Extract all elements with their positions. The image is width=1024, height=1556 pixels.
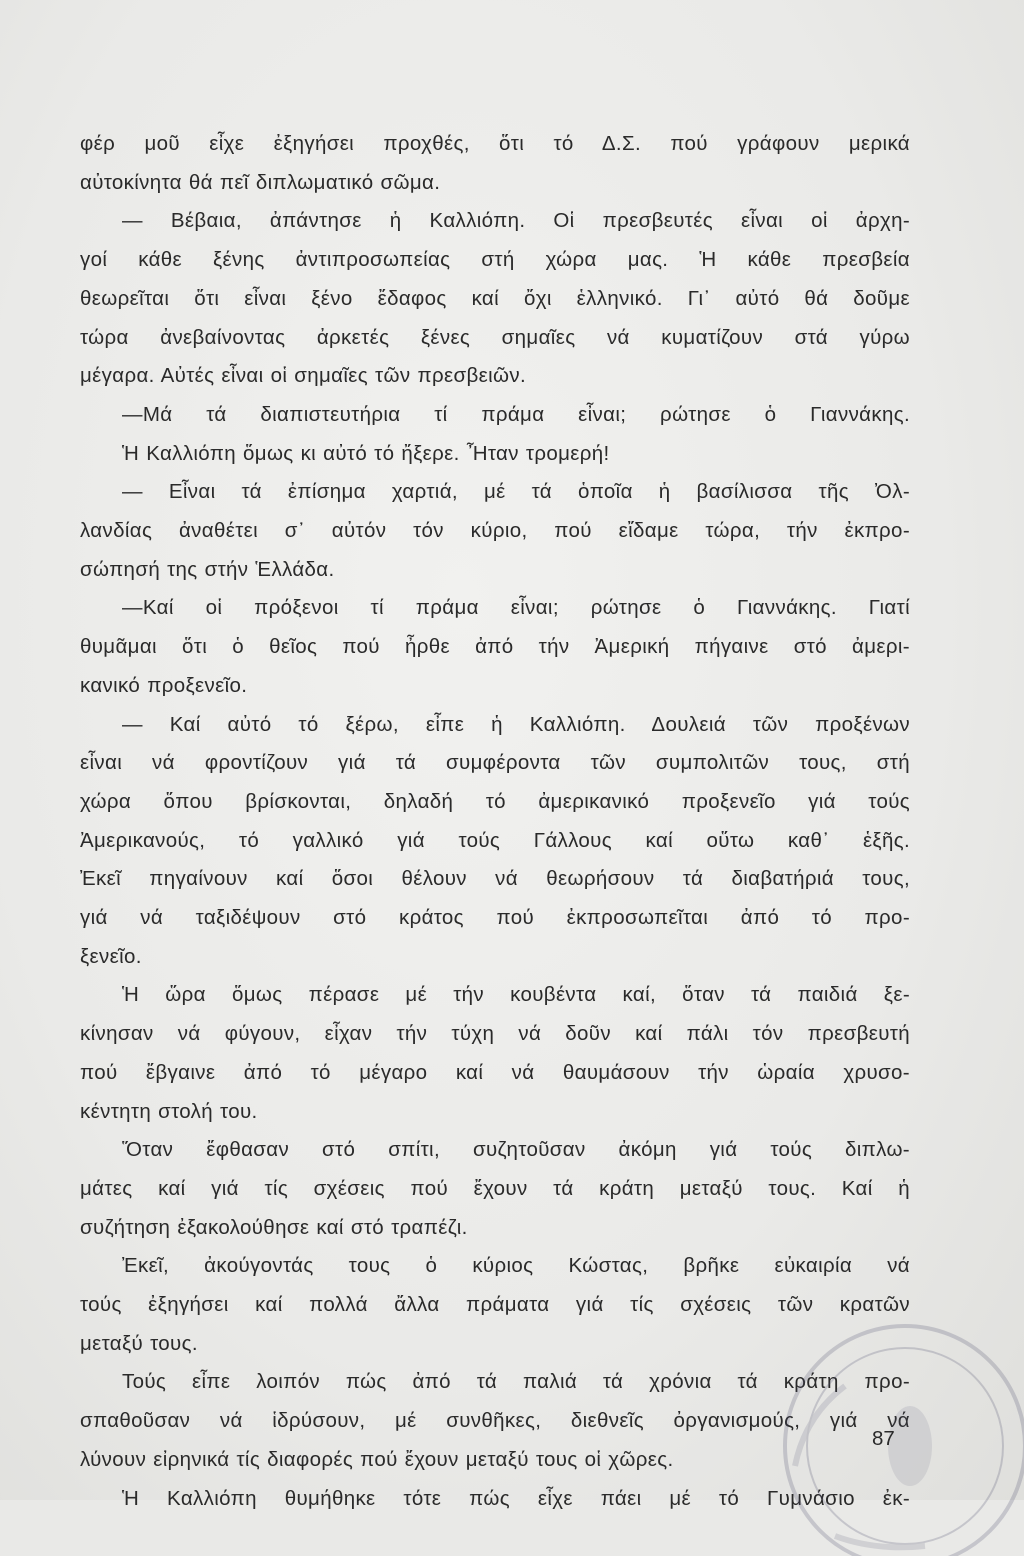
text-line: Ἡ ὥρα ὅμως πέρασε μέ τήν κουβέντα καί, ὅταν τά παιδιά ξε- bbox=[122, 983, 910, 1007]
text-line: συζήτηση ἐξακολούθησε καί στό τραπέζι. bbox=[80, 1215, 468, 1239]
text-line: θεωρεῖται ὅτι εἶναι ξένο ἔδαφος καί ὄχι ἑλληνικό. Γι᾽ αὐτό θά δοῦμε bbox=[80, 286, 910, 310]
text-line: χώρα ὅπου βρίσκονται, δηλαδή τό ἀμερικανικό προξενεῖο γιά τούς bbox=[80, 789, 910, 813]
text-line: ξενεῖο. bbox=[80, 944, 142, 968]
text-line: — Βέβαια, ἀπάντησε ἡ Καλλιόπη. Οἱ πρεσβευτές εἶναι οἱ ἀρχη- bbox=[122, 209, 910, 233]
text-line: μάτες καί γιά τίς σχέσεις πού ἔχουν τά κράτη μεταξύ τους. Καί ἡ bbox=[80, 1176, 910, 1200]
text-line: λύνουν εἰρηνικά τίς διαφορές πού ἔχουν μεταξύ τους οἱ χῶρες. bbox=[80, 1447, 674, 1471]
text-line: τούς ἐξηγήσει καί πολλά ἄλλα πράματα γιά τίς σχέσεις τῶν κρατῶν bbox=[80, 1293, 910, 1316]
text-line: σώπησή της στήν Ἑλλάδα. bbox=[80, 557, 335, 581]
text-line: Ἐκεῖ πηγαίνουν καί ὅσοι θέλουν νά θεωρήσουν τά διαβατήριά τους, bbox=[80, 867, 910, 891]
text-line: σπαθοῦσαν νά ἱδρύσουν, μέ συνθῆκες, διεθνεῖς ὀργανισμούς, γιά νά bbox=[80, 1409, 910, 1433]
text-line: Ὅταν ἔφθασαν στό σπίτι, συζητοῦσαν ἀκόμη γιά τούς διπλω- bbox=[122, 1138, 910, 1162]
text-line: Ἡ Καλλιόπη ὅμως κι αὐτό τό ἤξερε. Ἦταν τρομερή! bbox=[122, 441, 610, 465]
text-line: — Εἶναι τά ἐπίσημα χαρτιά, μέ τά ὁποῖα ἡ βασίλισσα τῆς Ὀλ- bbox=[122, 480, 910, 504]
page-number: 87 bbox=[872, 1427, 895, 1450]
text-line: Ἀμερικανούς, τό γαλλικό γιά τούς Γάλλους καί οὕτω καθ᾽ ἑξῆς. bbox=[80, 828, 910, 852]
text-line: Τούς εἶπε λοιπόν πώς ἀπό τά παλιά τά χρόνια τά κράτη προ- bbox=[122, 1370, 910, 1394]
text-line: εἶναι νά φροντίζουν γιά τά συμφέροντα τῶν συμπολιτῶν τους, στή bbox=[80, 751, 910, 775]
text-line: —Καί οἱ πρόξενοι τί πράμα εἶναι; ρώτησε ὁ Γιαννάκης. Γιατί bbox=[122, 596, 910, 620]
text-line: φέρ μοῦ εἶχε ἐξηγήσει προχθές, ὅτι τό Δ.Σ. πού γράφουν μερικά bbox=[80, 132, 910, 155]
text-line: γοί κάθε ξένης ἀντιπροσωπείας στή χώρα μας. Ἡ κάθε πρεσβεία bbox=[80, 248, 910, 272]
text-line: κανικό προξενεῖο. bbox=[80, 673, 248, 697]
text-line: αὐτοκίνητα θά πεῖ διπλωματικό σῶμα. bbox=[80, 170, 441, 194]
show-through-heading bbox=[290, 78, 308, 129]
text-line: τώρα ἀνεβαίνοντας ἀρκετές ξένες σημαῖες νά κυματίζουν στά γύρω bbox=[80, 325, 910, 349]
text-line: πού ἔβγαινε ἀπό τό μέγαρο καί νά θαυμάσουν τήν ὡραία χρυσο- bbox=[80, 1060, 910, 1084]
text-line: μέγαρα. Αὐτές εἶναι οἱ σημαῖες τῶν πρεσβειῶν. bbox=[80, 364, 527, 388]
text-line: Ἐκεῖ, ἀκούγοντάς τους ὁ κύριος Κώστας, βρῆκε εὐκαιρία νά bbox=[122, 1254, 910, 1278]
text-line: κίνησαν νά φύγουν, εἶχαν τήν τύχη νά δοῦν καί πάλι τόν πρεσβευτή bbox=[80, 1022, 910, 1046]
text-line: κέντητη στολή του. bbox=[80, 1099, 258, 1123]
text-line: μεταξύ τους. bbox=[80, 1331, 198, 1355]
text-line: λανδίας ἀναθέτει σ᾽ αὐτόν τόν κύριο, πού εἴδαμε τώρα, τήν ἐκπρο- bbox=[80, 519, 910, 542]
text-line: — Καί αὐτό τό ξέρω, εἶπε ἡ Καλλιόπη. Δουλειά τῶν προξένων bbox=[122, 712, 910, 736]
text-line: γιά νά ταξιδέψουν στό κράτος πού ἐκπροσωπεῖται ἀπό τό προ- bbox=[80, 906, 910, 929]
text-line: θυμᾶμαι ὅτι ὁ θεῖος πού ἦρθε ἀπό τήν Ἀμερική πήγαινε στό ἀμερι- bbox=[80, 635, 910, 659]
text-line: —Μά τά διαπιστευτήρια τί πράμα εἶναι; ρώτησε ὁ Γιαννάκης. bbox=[122, 402, 910, 426]
text-line: Ἡ Καλλιόπη θυμήθηκε τότε πώς εἶχε πάει μέ τό Γυμνάσιο ἐκ- bbox=[122, 1486, 910, 1510]
